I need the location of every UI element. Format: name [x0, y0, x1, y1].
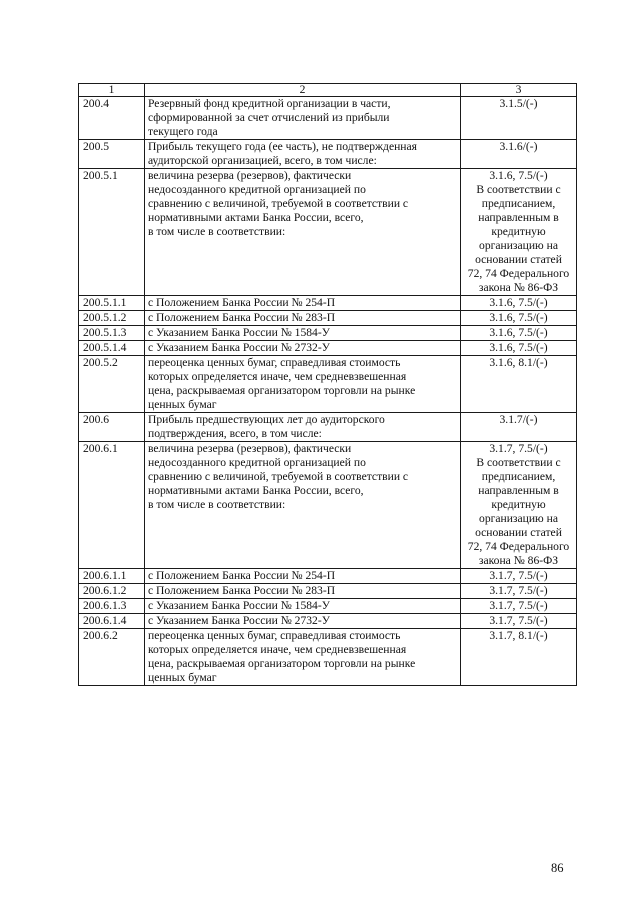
- table-row: [79, 413, 577, 442]
- column-number-1: 1: [79, 84, 145, 97]
- row-description: переоценка ценных бумаг, справедливая стоимость которых определяется иначе, чем средневзвешенная цена, раскрываемая организатором торговли на рынке ценных бумаг: [145, 356, 461, 413]
- row-code: 200.4: [79, 97, 145, 140]
- row-code: 200.6.1: [79, 442, 145, 569]
- table-row: [79, 599, 577, 614]
- row-code: 200.6.1.3: [79, 599, 145, 614]
- row-description: Прибыль предшествующих лет до аудиторского подтверждения, всего, в том числе:: [145, 413, 461, 442]
- document-table: [78, 83, 577, 686]
- row-description: с Положением Банка России № 254-П: [145, 296, 461, 311]
- table-row: [79, 584, 577, 599]
- row-reference: 3.1.5/(-): [461, 97, 577, 140]
- table-row: [79, 629, 577, 686]
- row-reference: 3.1.6, 7.5/(-): [461, 326, 577, 341]
- table-row: [79, 614, 577, 629]
- table-row: [79, 169, 577, 296]
- row-description: переоценка ценных бумаг, справедливая стоимость которых определяется иначе, чем средневзвешенная цена, раскрываемая организатором торговли на рынке ценных бумаг: [145, 629, 461, 686]
- row-description: с Положением Банка России № 254-П: [145, 569, 461, 584]
- row-code: 200.6.2: [79, 629, 145, 686]
- row-reference: 3.1.7, 7.5/(-) В соответствии с предписанием, направленным в кредитную организацию на основании статей 72, 74 Федерального закона № 86-ФЗ: [461, 442, 577, 569]
- row-reference: 3.1.7, 7.5/(-): [461, 614, 577, 629]
- table-row: [79, 140, 577, 169]
- row-code: 200.5.2: [79, 356, 145, 413]
- table-row: [79, 442, 577, 569]
- row-reference: 3.1.7, 8.1/(-): [461, 629, 577, 686]
- row-code: 200.6.1.1: [79, 569, 145, 584]
- row-reference: 3.1.6, 8.1/(-): [461, 356, 577, 413]
- row-description: с Положением Банка России № 283-П: [145, 584, 461, 599]
- row-reference: 3.1.7, 7.5/(-): [461, 584, 577, 599]
- row-reference: 3.1.7, 7.5/(-): [461, 599, 577, 614]
- row-code: 200.6.1.4: [79, 614, 145, 629]
- table-row: [79, 311, 577, 326]
- row-code: 200.5.1.4: [79, 341, 145, 356]
- table-row: [79, 356, 577, 413]
- row-reference: 3.1.7/(-): [461, 413, 577, 442]
- row-code: 200.5.1.2: [79, 311, 145, 326]
- row-reference: 3.1.6, 7.5/(-): [461, 341, 577, 356]
- row-code: 200.5.1: [79, 169, 145, 296]
- row-reference: 3.1.6, 7.5/(-): [461, 311, 577, 326]
- row-reference: 3.1.6/(-): [461, 140, 577, 169]
- row-code: 200.5.1.3: [79, 326, 145, 341]
- row-description: Прибыль текущего года (ее часть), не подтвержденная аудиторской организацией, всего, в том числе:: [145, 140, 461, 169]
- row-description: с Положением Банка России № 283-П: [145, 311, 461, 326]
- row-code: 200.5: [79, 140, 145, 169]
- table-row: [79, 341, 577, 356]
- row-reference: 3.1.7, 7.5/(-): [461, 569, 577, 584]
- table-row: [79, 326, 577, 341]
- row-code: 200.6: [79, 413, 145, 442]
- row-description: Резервный фонд кредитной организации в части, сформированной за счет отчислений из прибыли текущего года: [145, 97, 461, 140]
- row-code: 200.6.1.2: [79, 584, 145, 599]
- row-description: с Указанием Банка России № 1584-У: [145, 326, 461, 341]
- row-code: 200.5.1.1: [79, 296, 145, 311]
- table-header-row: [79, 84, 577, 97]
- table-row: [79, 97, 577, 140]
- row-reference: 3.1.6, 7.5/(-): [461, 296, 577, 311]
- table-row: [79, 296, 577, 311]
- table-row: [79, 569, 577, 584]
- row-description: величина резерва (резервов), фактически недосозданного кредитной организацией по сравнению с величиной, требуемой в соответствии с нормативными актами Банка России, всего, в том числе в соответствии:: [145, 169, 461, 296]
- row-description: с Указанием Банка России № 2732-У: [145, 341, 461, 356]
- row-description: величина резерва (резервов), фактически недосозданного кредитной организацией по сравнению с величиной, требуемой в соответствии с нормативными актами Банка России, всего, в том числе в соответствии:: [145, 442, 461, 569]
- column-number-3: 3: [461, 84, 577, 97]
- row-description: с Указанием Банка России № 2732-У: [145, 614, 461, 629]
- page-number: 86: [551, 861, 564, 875]
- column-number-2: 2: [145, 84, 461, 97]
- row-reference: 3.1.6, 7.5/(-) В соответствии с предписанием, направленным в кредитную организацию на основании статей 72, 74 Федерального закона № 86-ФЗ: [461, 169, 577, 296]
- row-description: с Указанием Банка России № 1584-У: [145, 599, 461, 614]
